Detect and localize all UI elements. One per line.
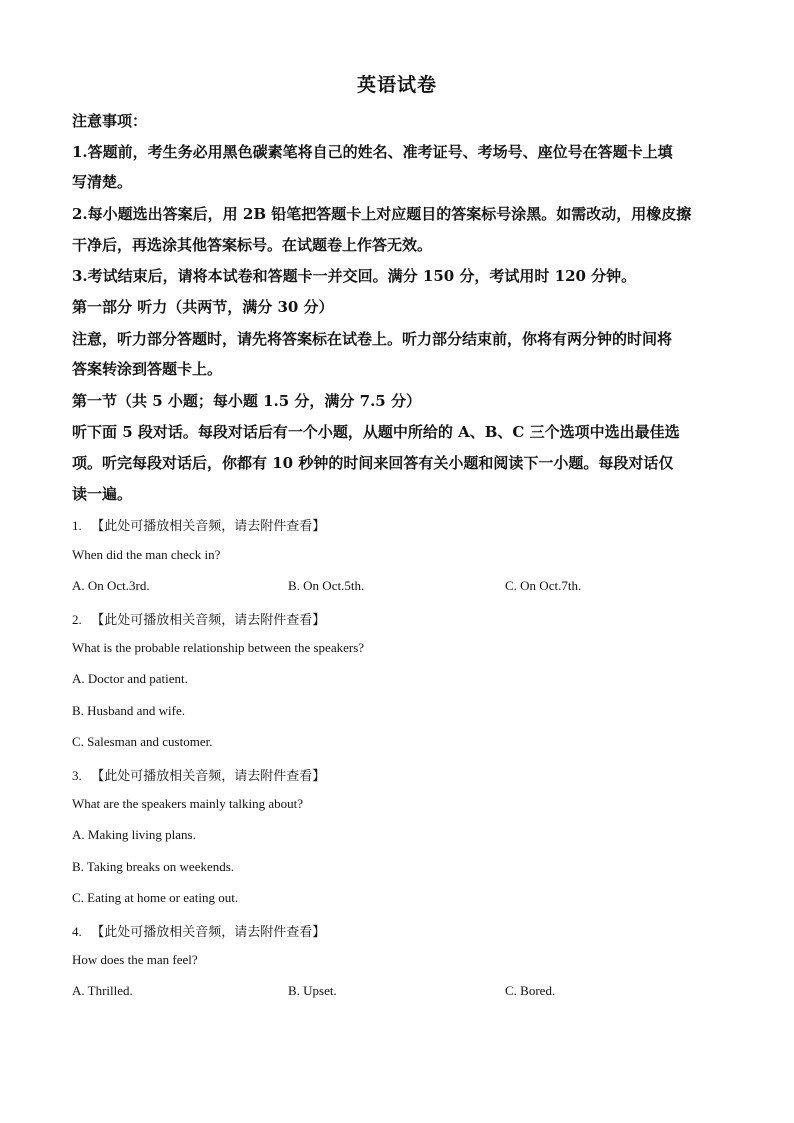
question-2-option-b: B. Husband and wife. (72, 703, 186, 718)
part-1-note-line-1: 注意，听力部分答题时，请先将答案标在试卷上。听力部分结束前，你将有两分钟的时间将 (72, 330, 673, 348)
question-3-option-b: B. Taking breaks on weekends. (72, 859, 235, 874)
section-1-heading: 第一节（共 5 小题；每小题 1.5 分，满分 7.5 分） (72, 392, 421, 410)
question-2-text: What is the probable relationship between the speakers? (72, 640, 365, 655)
notice-item-2-line-2: 干净后，再选涂其他答案标号。在试题卷上作答无效。 (72, 236, 433, 254)
exam-title: 英语试卷 (356, 74, 437, 96)
question-3-option-c: C. Eating at home or eating out. (72, 890, 239, 905)
question-4-audio (72, 921, 325, 940)
question-number: 3. (72, 768, 82, 783)
question-number: 2. (72, 612, 82, 627)
audio-placeholder[interactable]: 【此处可播放相关音频，请去附件查看】 (91, 769, 326, 784)
question-4-option-c: C. Bored. (505, 983, 556, 998)
question-3-text: What are the speakers mainly talking about? (72, 796, 304, 811)
question-4-option-a: A. Thrilled. (72, 983, 133, 998)
notice-heading: 注意事项： (72, 112, 148, 130)
question-1-text: When did the man check in? (72, 547, 221, 562)
question-3-audio (72, 765, 325, 784)
audio-placeholder[interactable]: 【此处可播放相关音频，请去附件查看】 (91, 613, 326, 628)
question-2-audio (72, 609, 325, 628)
question-1-option-b: B. On Oct.5th. (288, 578, 365, 593)
question-1-audio (72, 515, 325, 534)
notice-item-2-line-1: 2.每小题选出答案后，用 2B 铅笔把答题卡上对应题目的答案标号涂黑。如需改动，用橡皮擦 (72, 205, 692, 223)
question-1-option-c: C. On Oct.7th. (505, 578, 582, 593)
question-2-option-a: A. Doctor and patient. (72, 671, 188, 686)
notice-item-1-line-1: 1.答题前，考生务必用黑色碳素笔将自己的姓名、准考证号、考场号、座位号在答题卡上填 (72, 143, 673, 161)
question-1-option-a: A. On Oct.3rd. (72, 578, 150, 593)
question-3-option-a: A. Making living plans. (72, 827, 196, 842)
section-1-instruction-line-2: 项。听完每段对话后，你都有 10 秒钟的时间来回答有关小题和阅读下一小题。每段对话仅 (72, 454, 674, 472)
audio-placeholder[interactable]: 【此处可播放相关音频，请去附件查看】 (91, 519, 326, 534)
part-1-note-line-2: 答案转涂到答题卡上。 (72, 360, 223, 378)
section-1-instruction-line-1: 听下面 5 段对话。每段对话后有一个小题，从题中所给的 A、B、C 三个选项中选出最佳选 (72, 423, 680, 441)
question-4-text: How does the man feel? (72, 952, 198, 967)
notice-item-1-line-2: 写清楚。 (72, 173, 133, 191)
audio-placeholder[interactable]: 【此处可播放相关音频，请去附件查看】 (91, 925, 326, 940)
section-1-instruction-line-3: 读一遍。 (72, 485, 133, 503)
part-1-heading: 第一部分 听力（共两节，满分 30 分） (72, 298, 334, 316)
notice-item-3: 3.考试结束后，请将本试卷和答题卡一并交回。满分 150 分，考试用时 120 分钟。 (72, 267, 637, 285)
question-2-option-c: C. Salesman and customer. (72, 734, 213, 749)
question-number: 1. (72, 518, 82, 533)
question-4-option-b: B. Upset. (288, 983, 337, 998)
question-number: 4. (72, 924, 82, 939)
